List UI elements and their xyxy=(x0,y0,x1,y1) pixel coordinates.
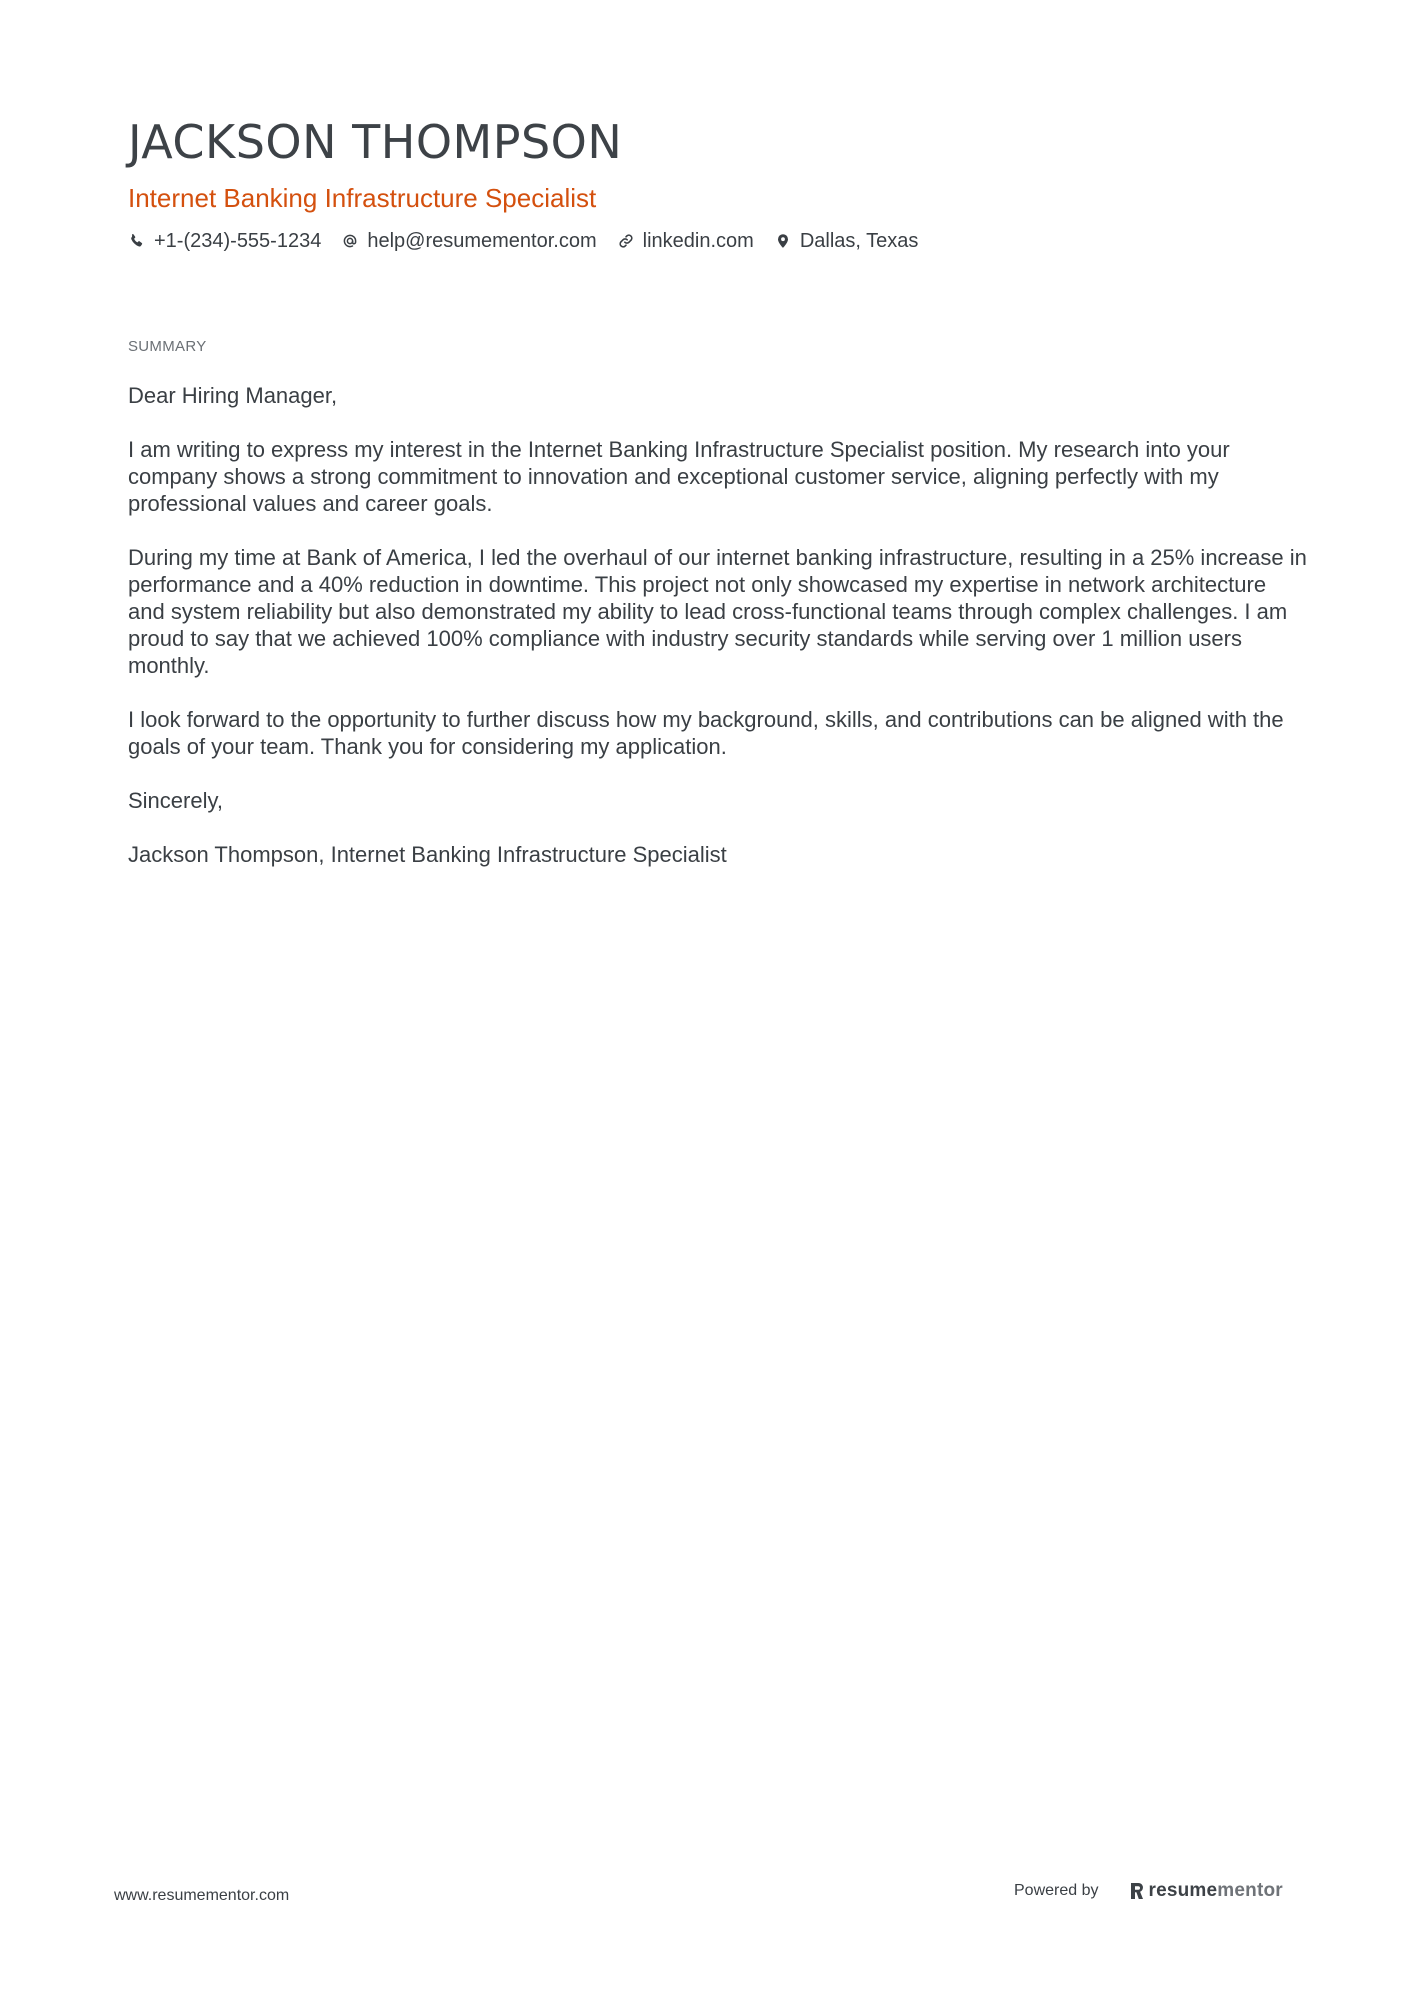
footer-branding xyxy=(1014,1880,1283,1902)
location-pin-icon xyxy=(774,232,792,250)
logo-wordmark-bold: resume xyxy=(1148,1880,1218,1901)
resumementor-logo-icon xyxy=(1129,1881,1145,1901)
contact-link[interactable] xyxy=(617,228,754,254)
logo-wordmark xyxy=(1149,1880,1283,1902)
link-text[interactable]: linkedin.com xyxy=(642,230,754,252)
contact-phone xyxy=(128,228,321,254)
phone-text: +1-(234)-555-1234 xyxy=(154,230,322,252)
contact-bar xyxy=(128,228,1308,254)
letter-greeting: Dear Hiring Manager, xyxy=(128,383,338,408)
letter-body xyxy=(128,382,1308,895)
link-icon xyxy=(617,232,635,250)
contact-email[interactable] xyxy=(341,228,596,254)
email-text[interactable]: help@resumementor.com xyxy=(367,230,597,252)
header xyxy=(128,112,1308,254)
location-text: Dallas, Texas xyxy=(799,230,919,252)
footer-website[interactable]: www.resumementor.com xyxy=(114,1887,290,1904)
phone-icon xyxy=(128,232,146,250)
letter-signature: Jackson Thompson, Internet Banking Infrastructure Specialist xyxy=(128,842,727,867)
letter-paragraph: During my time at Bank of America, I led the overhaul of our internet banking infrastructure, resulting in a 25% increase in performance and a 40% reduction in downtime. This project not only showcased my expertise in network architecture and system reliability but also demonstrated my ability to lead cross-functional teams through complex challenges. I am proud to say that we achieved 100% compliance with industry security standards while serving over 1 million users monthly. xyxy=(128,545,1307,678)
at-icon xyxy=(341,232,359,250)
letter-paragraph: I am writing to express my interest in the Internet Banking Infrastructure Specialist position. My research into your company shows a strong commitment to innovation and exceptional customer service, aligning perfectly with my professional values and career goals. xyxy=(128,437,1230,516)
job-title: Internet Banking Infrastructure Specialist xyxy=(128,183,597,213)
letter-paragraph: I look forward to the opportunity to further discuss how my background, skills, and contributions can be aligned with the goals of your team. Thank you for considering my application. xyxy=(128,707,1284,759)
candidate-name: JACKSON THOMPSON xyxy=(128,115,623,169)
contact-location xyxy=(774,228,919,254)
powered-by-label: Powered by xyxy=(1014,1882,1099,1899)
letter-closing: Sincerely, xyxy=(128,788,223,813)
section-heading-summary: SUMMARY xyxy=(128,338,207,355)
resumementor-logo[interactable] xyxy=(1129,1880,1283,1902)
logo-wordmark-light: mentor xyxy=(1217,1880,1283,1901)
